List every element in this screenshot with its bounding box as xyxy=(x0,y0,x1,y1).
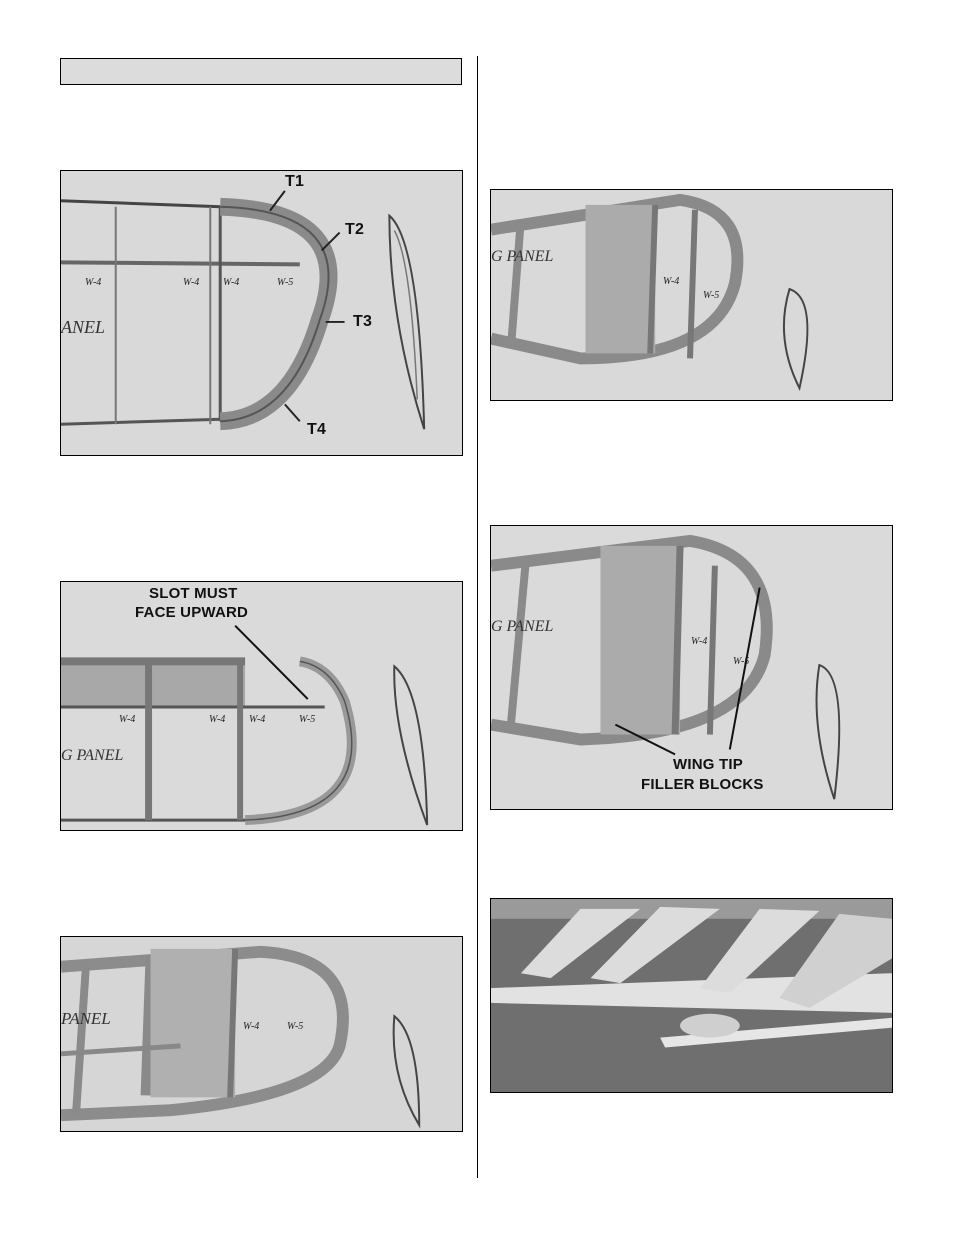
callout-t3: T3 xyxy=(353,313,373,330)
plan-label: G PANEL xyxy=(61,747,124,764)
callout-slot-line1: SLOT MUST xyxy=(149,585,238,602)
plan-label: G PANEL xyxy=(491,248,554,265)
callout-t4: T4 xyxy=(307,421,327,438)
photo-wing-tip-angled xyxy=(60,936,463,1132)
callout-t1: T1 xyxy=(285,173,305,190)
rib-label: W-4 xyxy=(243,1021,260,1032)
rib-label: W-4 xyxy=(209,714,226,725)
rib-label: W-5 xyxy=(287,1021,304,1032)
rib-label: W-5 xyxy=(299,714,316,725)
rib-label: W-5 xyxy=(703,290,720,301)
rib-label: W-5 xyxy=(277,277,294,288)
photo-3-drawing xyxy=(61,937,462,1131)
photo-4-drawing xyxy=(491,190,892,400)
rib-label: W-4 xyxy=(223,277,240,288)
rib-label: W-4 xyxy=(85,277,102,288)
rib-label: W-4 xyxy=(663,276,680,287)
photo-slot-face-upward xyxy=(60,581,463,831)
photo-wing-tip-right-top xyxy=(490,189,893,401)
callout-slot-line2: FACE UPWARD xyxy=(135,604,249,621)
rib-label: W-4 xyxy=(183,277,200,288)
section-header-bar xyxy=(60,58,462,85)
column-divider xyxy=(477,56,478,1178)
plan-label: G PANEL xyxy=(491,618,554,635)
rib-label: W-4 xyxy=(119,714,136,725)
photo-wing-tip-t1-t4 xyxy=(60,170,463,456)
callout-t2: T2 xyxy=(345,221,365,238)
callout-filler-line1: WING TIP xyxy=(673,756,743,773)
photo-6-drawing xyxy=(491,899,892,1092)
photo-wing-underside xyxy=(490,898,893,1093)
rib-label: W-5 xyxy=(733,656,750,667)
photo-wing-tip-filler-blocks xyxy=(490,525,893,810)
rib-label: W-4 xyxy=(691,636,708,647)
plan-label: PANEL xyxy=(61,1009,111,1028)
photo-2-drawing xyxy=(61,582,462,830)
rib-label: W-4 xyxy=(249,714,266,725)
plan-label: ANEL xyxy=(61,317,106,337)
callout-filler-line2: FILLER BLOCKS xyxy=(641,776,764,793)
photo-1-drawing xyxy=(61,171,462,455)
